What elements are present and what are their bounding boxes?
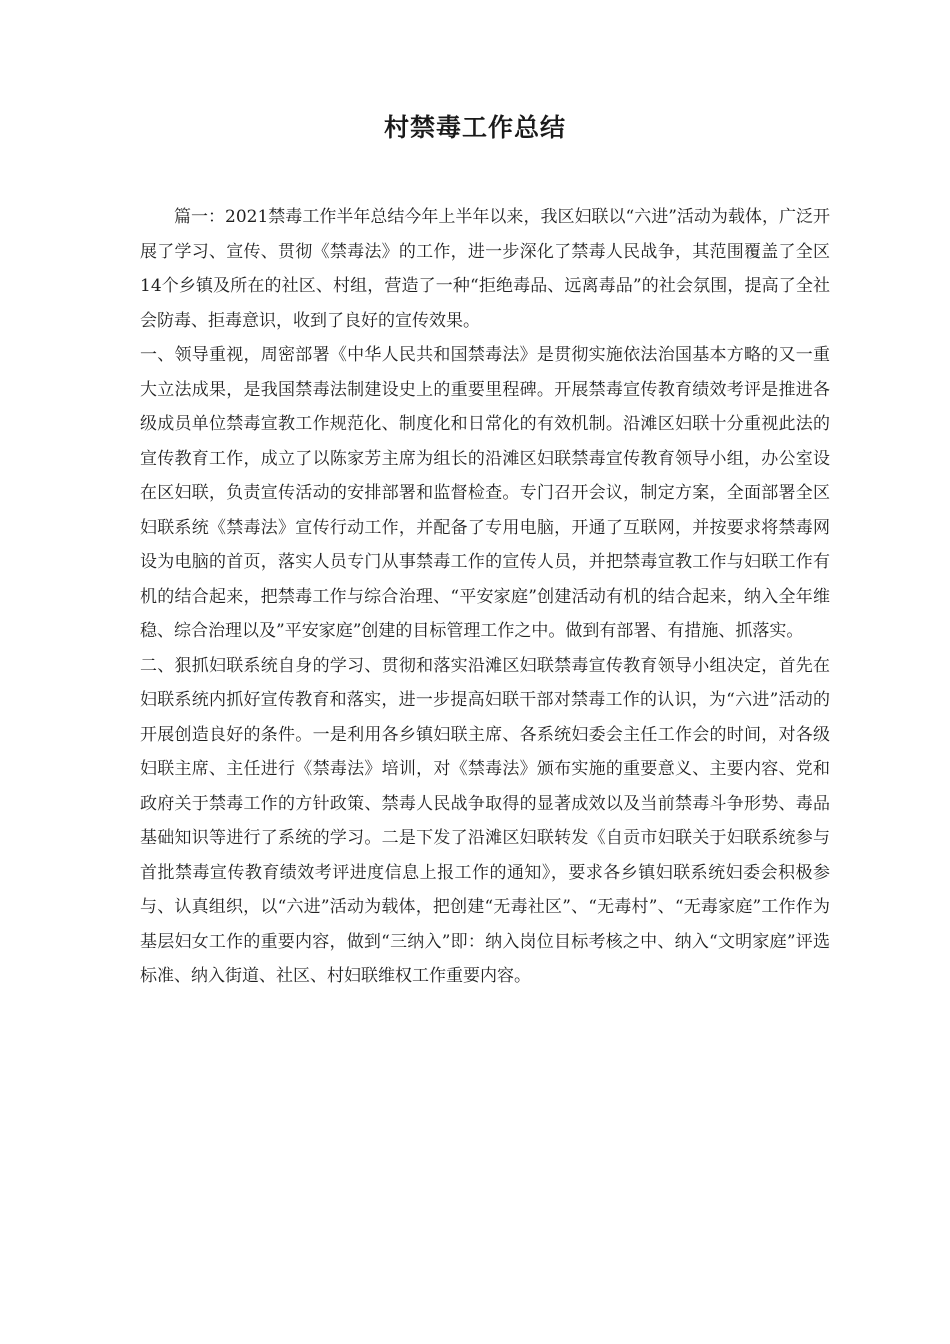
document-title: 村禁毒工作总结 (383, 113, 566, 142)
paragraph-section-2: 二、狠抓妇联系统自身的学习、贯彻和落实沿滩区妇联禁毒宣传教育领导小组决定，首先在妇联系统内抓好宣传教育和落实，进一步提高妇联干部对禁毒工作的认识，为“六进”活动的开展创造良好的条件。一是利用各乡镇妇联主席、各系统妇委会主任工作会的时间，对各级妇联主席、主任进行《禁毒法》培训，对《禁毒法》颁布实施的重要意义、主要内容、党和政府关于禁毒工作的方针政策、禁毒人民战争取得的显著成效以及当前禁毒斗争形势、毒品基础知识等进行了系统的学习。二是下发了沿滩区妇联转发《自贡市妇联关于妇联系统参与首批禁毒宣传教育绩效考评进度信息上报工作的通知》，要求各乡镇妇联系统妇委会积极参与、认真组织，以“六进”活动为载体，把创建“无毒社区”、“无毒村”、“无毒家庭”工作作为基层妇女工作的重要内容，做到“三纳入”即：纳入岗位目标考核之中、纳入“文明家庭”评选标准、纳入街道、社区、村妇联维权工作重要内容。 (140, 655, 830, 986)
paragraph-section-1: 一、领导重视，周密部署《中华人民共和国禁毒法》是贯彻实施依法治国基本方略的又一重大立法成果，是我国禁毒法制建设史上的重要里程碑。开展禁毒宣传教育绩效考评是推进各级成员单位禁毒宣教工作规范化、制度化和日常化的有效机制。沿滩区妇联十分重视此法的宣传教育工作，成立了以陈家芳主席为组长的沿滩区妇联禁毒宣传教育领导小组，办公室设在区妇联，负责宣传活动的安排部署和监督检查。专门召开会议，制定方案，全面部署全区妇联系统《禁毒法》宣传行动工作，并配备了专用电脑，开通了互联网，并按要求将禁毒网设为电脑的首页，落实人员专门从事禁毒工作的宣传人员，并把禁毒宣教工作与妇联工作有机的结合起来，把禁毒工作与综合治理、“平安家庭”创建活动有机的结合起来，纳入全年维稳、综合治理以及”平安家庭”创建的目标管理工作之中。做到有部署、有措施、抓落实。 (140, 345, 830, 641)
paragraph-intro: 篇一：2021禁毒工作半年总结今年上半年以来，我区妇联以“六进”活动为载体，广泛开展了学习、宣传、贯彻《禁毒法》的工作，进一步深化了禁毒人民战争，其范围覆盖了全区14个乡镇及所在的社区、村组，营造了一种“拒绝毒品、远离毒品”的社会氛围，提高了全社会防毒、拒毒意识，收到了良好的宣传效果。 (140, 207, 830, 331)
document-body (140, 200, 830, 994)
